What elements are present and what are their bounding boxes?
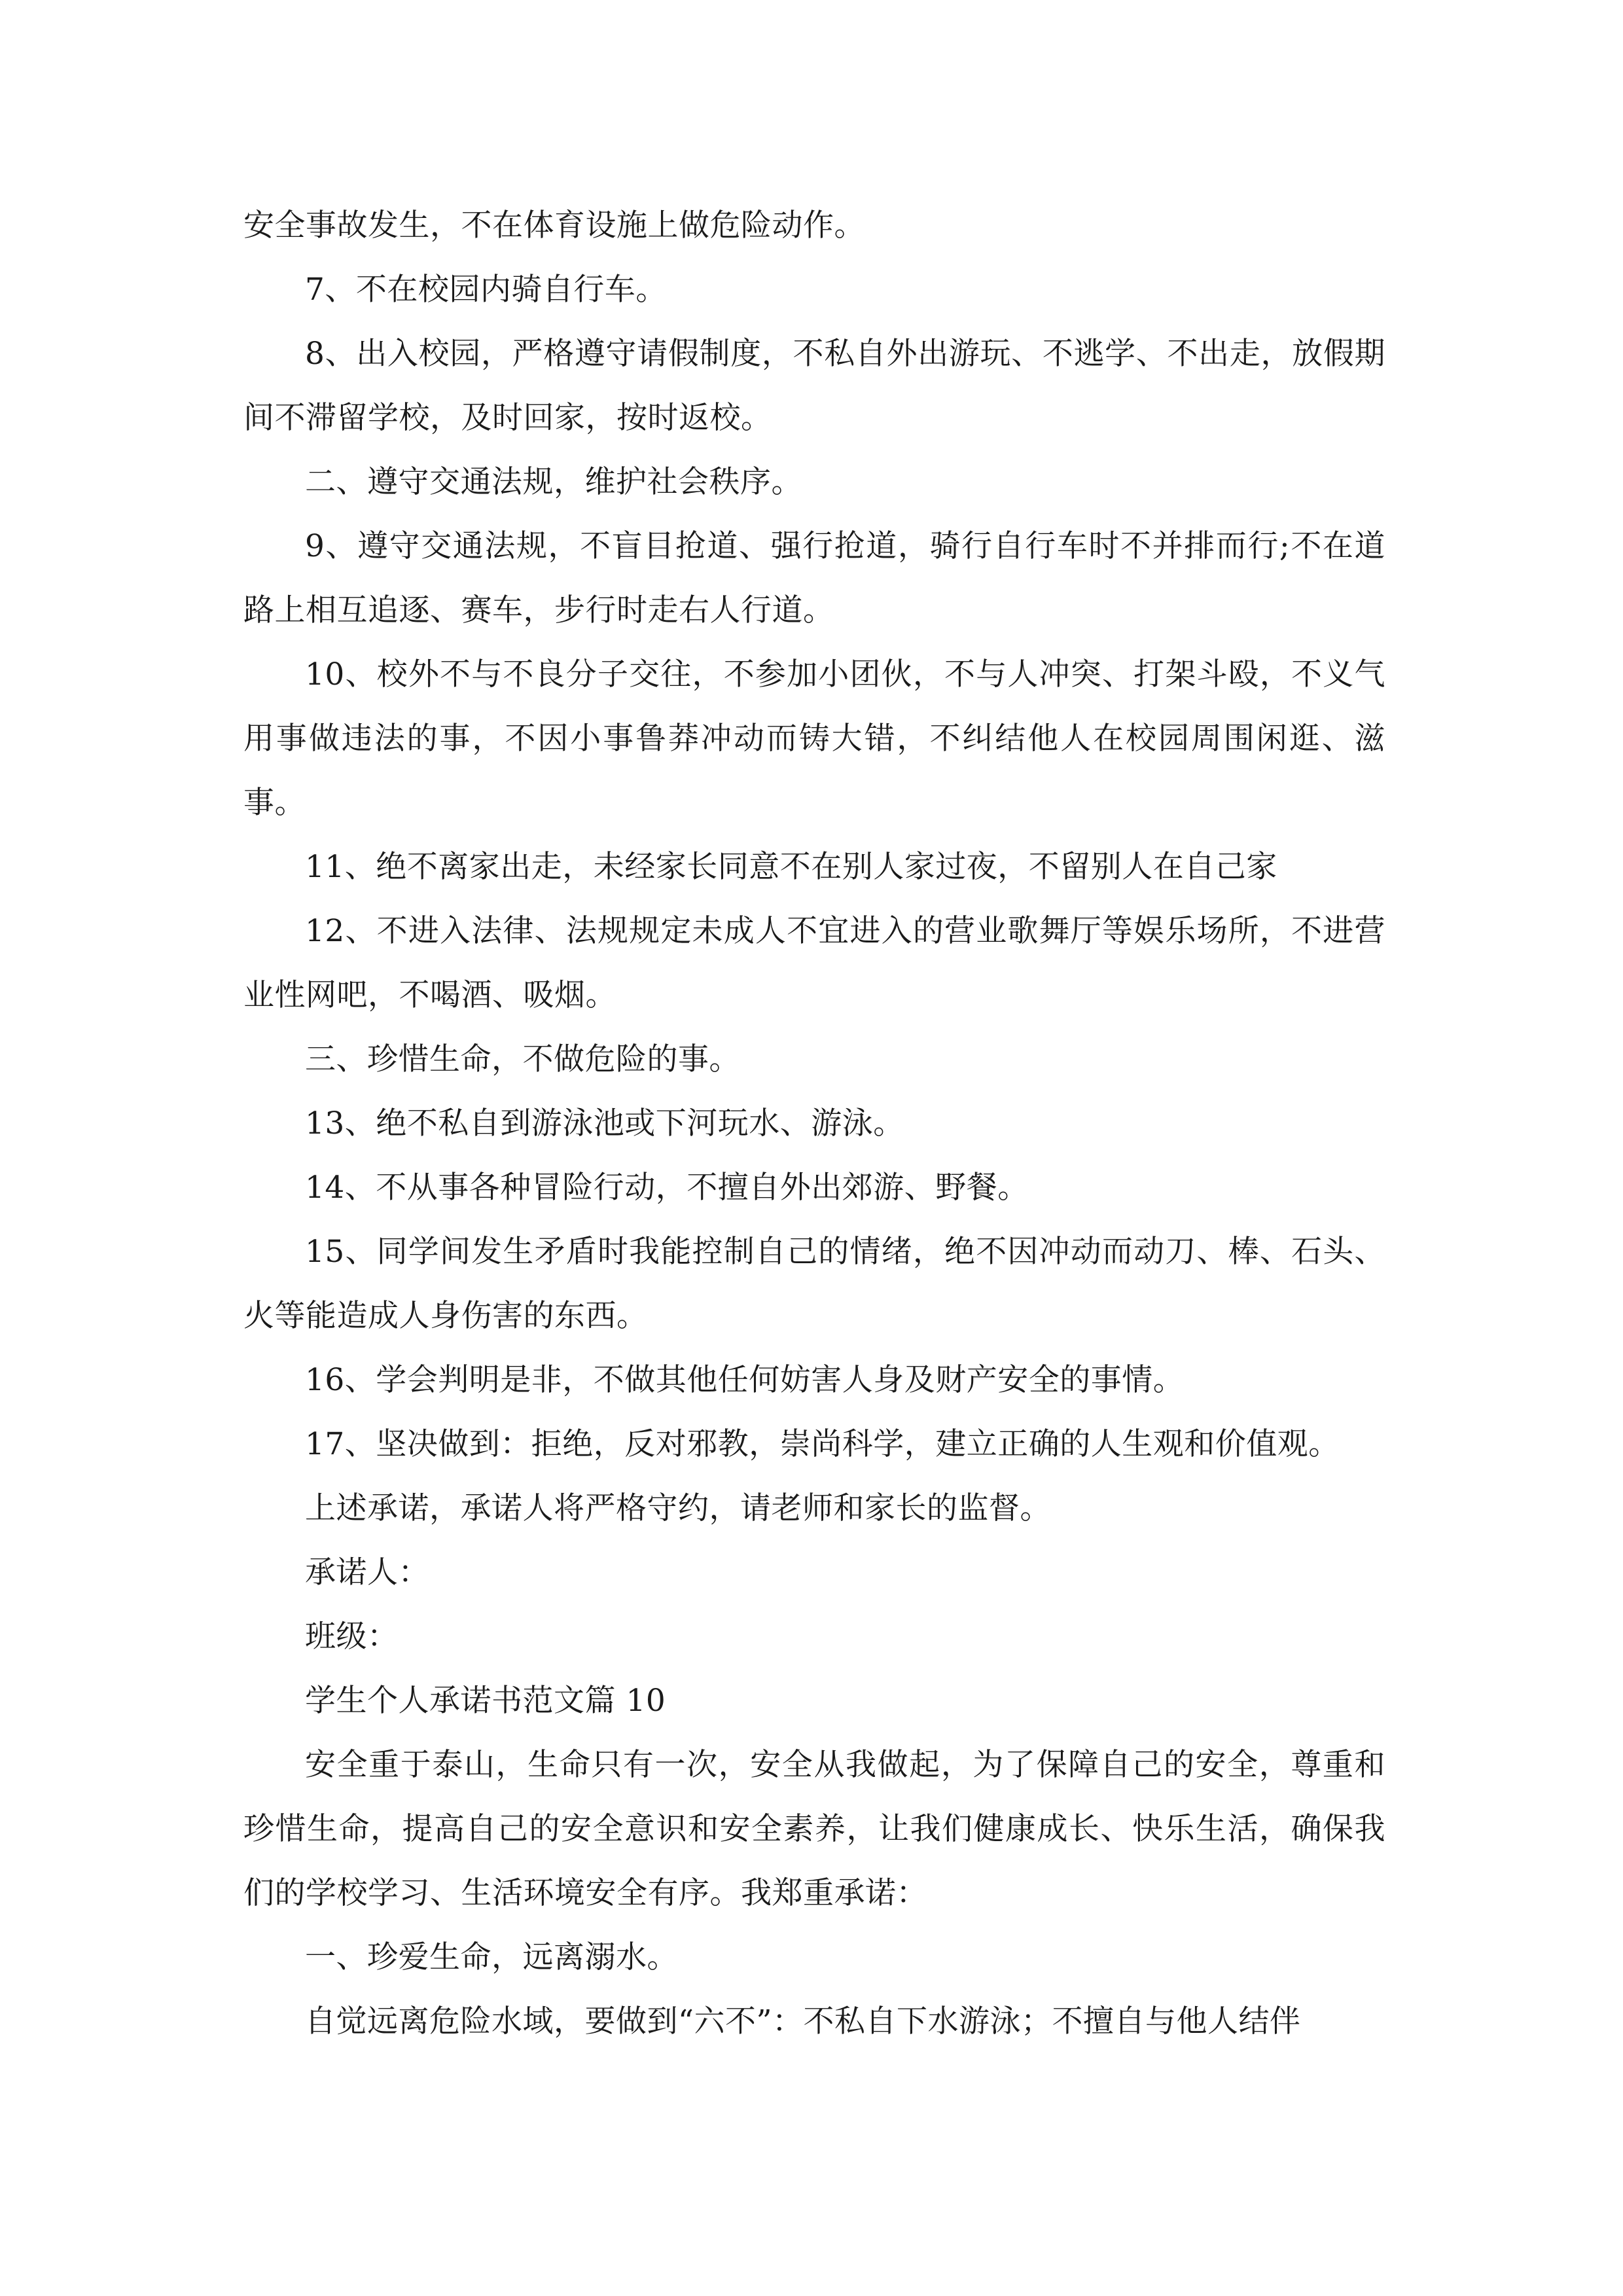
closing-statement: 上述承诺，承诺人将严格守约，请老师和家长的监督。 <box>305 1490 1051 1526</box>
paragraph: 7、不在校园内骑自行车。 <box>305 272 667 308</box>
paragraph: 16、学会判明是非，不做其他任何妨害人身及财产安全的事情。 <box>305 1362 1185 1398</box>
signature-line: 承诺人： <box>305 1554 429 1590</box>
paragraph: 9、遵守交通法规，不盲目抢道、强行抢道，骑行自行车时不并排而行;不在道路上相互追逐、赛车，步行时走右人行道。 <box>243 528 1385 628</box>
paragraph: 10、校外不与不良分子交往，不参加小团伙，不与人冲突、打架斗殴，不义气用事做违法的事，不因小事鲁莽冲动而铸大错，不纠结他人在校园周围闲逛、滋事。 <box>243 656 1385 821</box>
document-body <box>243 194 1385 2054</box>
paragraph: 15、同学间发生矛盾时我能控制自己的情绪，绝不因冲动而动刀、棒、石头、火等能造成人身伤害的东西。 <box>243 1234 1385 1334</box>
paragraph: 8、出入校园，严格遵守请假制度，不私自外出游玩、不逃学、不出走，放假期间不滞留学校，及时回家，按时返校。 <box>243 336 1385 436</box>
section-heading: 三、珍惜生命，不做危险的事。 <box>305 1041 740 1077</box>
section-heading: 二、遵守交通法规，维护社会秩序。 <box>305 464 802 500</box>
paragraph: 自觉远离危险水域，要做到“六不”：不私自下水游泳；不擅自与他人结伴 <box>305 2003 1301 2039</box>
paragraph: 14、不从事各种冒险行动，不擅自外出郊游、野餐。 <box>305 1170 1029 1206</box>
paragraph: 安全事故发生，不在体育设施上做危险动作。 <box>243 207 865 243</box>
paragraph: 安全重于泰山，生命只有一次，安全从我做起，为了保障自己的安全，尊重和珍惜生命，提高自己的安全意识和安全素养，让我们健康成长、快乐生活，确保我们的学校学习、生活环境安全有序。我郑重承诺： <box>243 1747 1385 1911</box>
class-line: 班级： <box>305 1619 399 1655</box>
paragraph: 17、坚决做到：拒绝，反对邪教，崇尚科学，建立正确的人生观和价值观。 <box>305 1426 1340 1462</box>
article-title: 学生个人承诺书范文篇 10 <box>305 1683 666 1719</box>
paragraph: 11、绝不离家出走，未经家长同意不在别人家过夜，不留别人在自己家 <box>305 849 1277 885</box>
paragraph: 13、绝不私自到游泳池或下河玩水、游泳。 <box>305 1105 904 1141</box>
paragraph: 12、不进入法律、法规规定未成人不宜进入的营业歌舞厅等娱乐场所，不进营业性网吧，不喝酒、吸烟。 <box>243 913 1385 1013</box>
section-heading: 一、珍爱生命，远离溺水。 <box>305 1939 678 1975</box>
